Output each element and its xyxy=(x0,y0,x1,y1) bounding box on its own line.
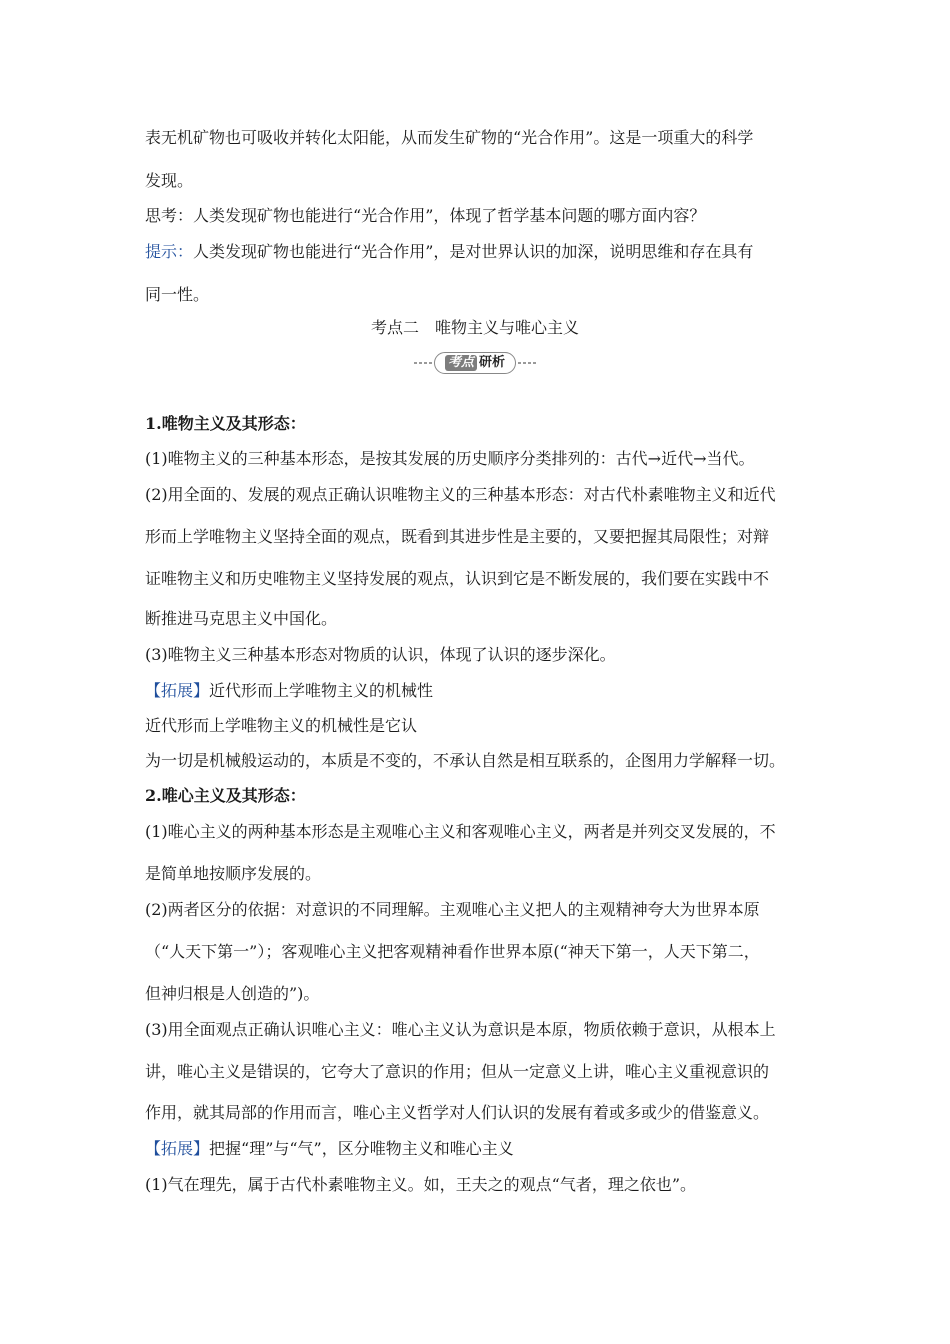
badge-part1: 考点 xyxy=(445,355,477,371)
text-line: 近代形而上学唯物主义的机械性是它认 xyxy=(145,716,418,735)
section-title: 考点二 唯物主义与唯心主义 xyxy=(370,318,579,337)
text-line: 是简单地按顺序发展的。 xyxy=(145,864,322,883)
extension-heading xyxy=(145,1139,810,1158)
hint-text: 人类发现矿物也能进行“光合作用”，是对世界认识的加深，说明思维和存在具有 xyxy=(193,242,754,261)
extension-title: 把握“理”与“气”，区分唯物主义和唯心主义 xyxy=(209,1139,514,1158)
think-question xyxy=(145,206,810,225)
text-line: 同一性。 xyxy=(145,285,210,304)
text-line: 作用，就其局部的作用而言，唯心主义哲学对人们认识的发展有着或多或少的借鉴意义。 xyxy=(145,1103,770,1122)
badge-pill xyxy=(434,352,516,374)
text-line: 为一切是机械般运动的，本质是不变的，不承认自然是相互联系的，企图用力学解释一切。 xyxy=(145,751,786,770)
section-badge-row xyxy=(0,350,950,378)
extension-label: 【拓展】 xyxy=(145,1139,210,1158)
text-line: 表无机矿物也可吸收并转化太阳能，从而发生矿物的“光合作用”。这是一项重大的科学 xyxy=(145,128,754,147)
text-line: (1)气在理先，属于古代朴素唯物主义。如，王夫之的观点“气者，理之依也”。 xyxy=(145,1175,697,1194)
badge-part2: 研析 xyxy=(479,355,506,370)
think-text: 人类发现矿物也能进行“光合作用”，体现了哲学基本问题的哪方面内容？ xyxy=(193,206,706,225)
hint-line xyxy=(145,242,810,261)
hint-label: 提示： xyxy=(145,242,194,261)
text-line: (3)用全面观点正确认识唯心主义：唯心主义认为意识是本原，物质依赖于意识，从根本上 xyxy=(145,1020,776,1039)
text-line: （“人天下第一”）；客观唯心主义把客观精神看作世界本原(“神天下第一，人天下第二， xyxy=(145,942,760,961)
text-line: (2)两者区分的依据：对意识的不同理解。主观唯心主义把人的主观精神夸大为世界本原 xyxy=(145,900,760,919)
extension-heading xyxy=(145,681,810,700)
think-label: 思考： xyxy=(145,206,194,225)
text-line: (1)唯心主义的两种基本形态是主观唯心主义和客观唯心主义，两者是并列交叉发展的，不 xyxy=(145,822,776,841)
text-line: 讲，唯心主义是错误的，它夸大了意识的作用；但从一定意义上讲，唯心主义重视意识的 xyxy=(145,1062,770,1081)
text-line: 但神归根是人创造的”)。 xyxy=(145,984,320,1003)
text-line: (2)用全面的、发展的观点正确认识唯物主义的三种基本形态：对古代朴素唯物主义和近代 xyxy=(145,485,776,504)
text-line: (1)唯物主义的三种基本形态，是按其发展的历史顺序分类排列的：古代→近代→当代。 xyxy=(145,449,755,468)
extension-label: 【拓展】 xyxy=(145,681,210,700)
text-line: 形而上学唯物主义坚持全面的观点，既看到其进步性是主要的，又要把握其局限性；对辩 xyxy=(145,527,770,546)
extension-title: 近代形而上学唯物主义的机械性 xyxy=(209,681,434,700)
badge-right-decoration xyxy=(518,362,536,364)
text-line: 证唯物主义和历史唯物主义坚持发展的观点，认识到它是不断发展的，我们要在实践中不 xyxy=(145,569,770,588)
heading-materialism: 1.唯物主义及其形态： xyxy=(145,414,306,433)
text-line: 断推进马克思主义中国化。 xyxy=(145,609,338,628)
heading-idealism: 2.唯心主义及其形态： xyxy=(145,786,306,805)
kaodian-yanxi-badge xyxy=(414,352,536,374)
badge-left-decoration xyxy=(414,362,432,364)
text-line: 发现。 xyxy=(145,171,194,190)
text-line: (3)唯物主义三种基本形态对物质的认识，体现了认识的逐步深化。 xyxy=(145,645,616,664)
